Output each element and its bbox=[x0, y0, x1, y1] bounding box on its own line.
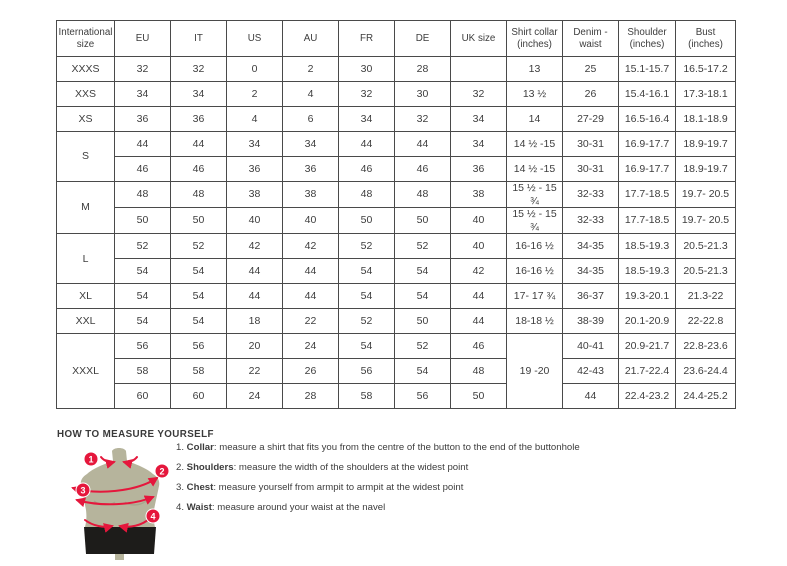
table-cell: 38-39 bbox=[563, 309, 619, 334]
table-cell: 30 bbox=[339, 57, 395, 82]
table-row bbox=[57, 334, 736, 359]
collar-arrow bbox=[101, 457, 114, 462]
table-cell: 34-35 bbox=[563, 234, 619, 259]
table-cell: 36 bbox=[115, 107, 171, 132]
mannequin-shorts bbox=[84, 527, 156, 554]
table-cell: 22.4-23.2 bbox=[619, 384, 676, 409]
table-cell: 50 bbox=[395, 208, 451, 234]
table-cell: 22 bbox=[283, 309, 339, 334]
table-cell: 34 bbox=[283, 132, 339, 157]
table-cell: 58 bbox=[171, 359, 227, 384]
table-cell: 6 bbox=[283, 107, 339, 132]
table-cell: 24.4-25.2 bbox=[676, 384, 736, 409]
instruction-number: 2. bbox=[176, 462, 187, 473]
mannequin-figure bbox=[56, 446, 174, 564]
table-cell: 54 bbox=[115, 284, 171, 309]
table-cell: 56 bbox=[115, 334, 171, 359]
table-cell: 17- 17 ¾ bbox=[507, 284, 563, 309]
table-cell: 36 bbox=[451, 157, 507, 182]
column-header: Shoulder (inches) bbox=[619, 21, 676, 57]
table-cell: 42 bbox=[451, 259, 507, 284]
table-cell: 34 bbox=[171, 82, 227, 107]
table-cell: 56 bbox=[395, 384, 451, 409]
table-cell: 20 bbox=[227, 334, 283, 359]
table-cell: 20.5-21.3 bbox=[676, 234, 736, 259]
table-cell: 26 bbox=[563, 82, 619, 107]
instruction-label: Waist bbox=[186, 502, 212, 513]
instruction-number: 1. bbox=[176, 442, 187, 453]
table-cell: 22.8-23.6 bbox=[676, 334, 736, 359]
instruction-label: Collar bbox=[186, 442, 214, 453]
table-cell: 50 bbox=[171, 208, 227, 234]
table-cell: 24 bbox=[283, 334, 339, 359]
instruction-item bbox=[176, 482, 756, 494]
instruction-label: Chest bbox=[186, 482, 214, 493]
table-cell: 60 bbox=[171, 384, 227, 409]
measure-marker-3-number: 3 bbox=[80, 485, 86, 496]
table-cell: 54 bbox=[171, 259, 227, 284]
table-cell: 22 bbox=[227, 359, 283, 384]
table-cell: 42 bbox=[227, 234, 283, 259]
column-header: IT bbox=[171, 21, 227, 57]
table-cell: 27-29 bbox=[563, 107, 619, 132]
table-cell: 44 bbox=[227, 259, 283, 284]
instruction-label: Shoulders bbox=[186, 462, 234, 473]
table-row bbox=[57, 157, 736, 182]
table-cell: XXXL bbox=[57, 334, 115, 409]
table-cell: 40 bbox=[227, 208, 283, 234]
table-cell: 13 ½ bbox=[507, 82, 563, 107]
table-cell: 14 ½ -15 bbox=[507, 157, 563, 182]
column-header: Bust (inches) bbox=[676, 21, 736, 57]
table-cell: 0 bbox=[227, 57, 283, 82]
table-cell: L bbox=[57, 234, 115, 284]
table-cell: 18.5-19.3 bbox=[619, 234, 676, 259]
table-cell: 32 bbox=[395, 107, 451, 132]
table-cell: 20.1-20.9 bbox=[619, 309, 676, 334]
table-header-row bbox=[57, 21, 736, 57]
column-header: FR bbox=[339, 21, 395, 57]
table-cell: 18-18 ½ bbox=[507, 309, 563, 334]
table-cell: 30-31 bbox=[563, 157, 619, 182]
table-cell: 54 bbox=[339, 334, 395, 359]
table-cell: 18.9-19.7 bbox=[676, 157, 736, 182]
table-cell: 52 bbox=[115, 234, 171, 259]
table-cell: 56 bbox=[339, 359, 395, 384]
table-cell: 26 bbox=[283, 359, 339, 384]
table-cell: 18.1-18.9 bbox=[676, 107, 736, 132]
table-cell: 50 bbox=[339, 208, 395, 234]
table-cell: 36-37 bbox=[563, 284, 619, 309]
table-cell: 18 bbox=[227, 309, 283, 334]
table-cell: 36 bbox=[283, 157, 339, 182]
table-cell: 38 bbox=[283, 182, 339, 208]
table-cell: 42-43 bbox=[563, 359, 619, 384]
table-cell: 34 bbox=[115, 82, 171, 107]
table-cell: 20.5-21.3 bbox=[676, 259, 736, 284]
table-cell: 44 bbox=[395, 132, 451, 157]
column-header: International size bbox=[57, 21, 115, 57]
table-cell bbox=[451, 57, 507, 82]
instruction-text: : measure the width of the shoulders at the widest point bbox=[233, 462, 469, 473]
table-cell: 48 bbox=[115, 182, 171, 208]
table-cell: 52 bbox=[339, 309, 395, 334]
instruction-text: : measure a shirt that fits you from the centre of the button to the end of the buttonhole bbox=[213, 442, 580, 453]
table-cell: 54 bbox=[115, 259, 171, 284]
table-cell: 34 bbox=[339, 107, 395, 132]
column-header: US bbox=[227, 21, 283, 57]
table-cell: 19 -20 bbox=[507, 334, 563, 409]
table-cell: 34 bbox=[451, 132, 507, 157]
table-cell: 48 bbox=[451, 359, 507, 384]
table-cell: 16.5-16.4 bbox=[619, 107, 676, 132]
table-cell: 2 bbox=[283, 57, 339, 82]
table-cell: 17.7-18.5 bbox=[619, 208, 676, 234]
table-cell: M bbox=[57, 182, 115, 234]
table-cell: 54 bbox=[395, 359, 451, 384]
table-cell: 46 bbox=[451, 334, 507, 359]
table-cell: 25 bbox=[563, 57, 619, 82]
table-cell: 38 bbox=[227, 182, 283, 208]
table-cell: 54 bbox=[339, 284, 395, 309]
table-cell: 22-22.8 bbox=[676, 309, 736, 334]
table-cell: 58 bbox=[339, 384, 395, 409]
table-cell: 50 bbox=[395, 309, 451, 334]
table-row bbox=[57, 359, 736, 384]
column-header: AU bbox=[283, 21, 339, 57]
table-cell: 54 bbox=[395, 259, 451, 284]
measure-marker-1-number: 1 bbox=[88, 454, 94, 465]
instruction-item bbox=[176, 462, 756, 474]
table-row bbox=[57, 309, 736, 334]
table-cell: 40 bbox=[451, 234, 507, 259]
instruction-text: : measure around your waist at the navel bbox=[211, 502, 386, 513]
table-cell: 40 bbox=[451, 208, 507, 234]
instruction-item bbox=[176, 502, 756, 514]
table-cell: 4 bbox=[283, 82, 339, 107]
table-cell: 52 bbox=[339, 234, 395, 259]
table-cell: 44 bbox=[171, 132, 227, 157]
column-header: Denim - waist bbox=[563, 21, 619, 57]
column-header: DE bbox=[395, 21, 451, 57]
measure-instructions bbox=[176, 442, 756, 522]
table-cell: 18.5-19.3 bbox=[619, 259, 676, 284]
table-cell: 44 bbox=[451, 309, 507, 334]
instruction-text: : measure yourself from armpit to armpit at the widest point bbox=[213, 482, 464, 493]
measure-marker-4-number: 4 bbox=[150, 511, 156, 522]
table-cell: 54 bbox=[339, 259, 395, 284]
table-row bbox=[57, 259, 736, 284]
table-cell: 32 bbox=[171, 57, 227, 82]
table-row bbox=[57, 107, 736, 132]
table-cell: 16.9-17.7 bbox=[619, 132, 676, 157]
table-cell: 28 bbox=[283, 384, 339, 409]
table-cell: 30-31 bbox=[563, 132, 619, 157]
table-cell: 46 bbox=[171, 157, 227, 182]
table-cell: 21.7-22.4 bbox=[619, 359, 676, 384]
table-cell: XL bbox=[57, 284, 115, 309]
table-cell: 46 bbox=[339, 157, 395, 182]
table-body bbox=[57, 57, 736, 409]
table-cell: XS bbox=[57, 107, 115, 132]
table-cell: 15 ½ - 15 ¾ bbox=[507, 208, 563, 234]
table-cell: 36 bbox=[227, 157, 283, 182]
column-header: Shirt collar (inches) bbox=[507, 21, 563, 57]
table-cell: 50 bbox=[451, 384, 507, 409]
table-cell: 52 bbox=[395, 234, 451, 259]
size-table bbox=[56, 20, 736, 409]
table-cell: 15.4-16.1 bbox=[619, 82, 676, 107]
table-cell: 48 bbox=[395, 182, 451, 208]
table-cell: 16-16 ½ bbox=[507, 234, 563, 259]
table-cell: 54 bbox=[395, 284, 451, 309]
table-cell: 40 bbox=[283, 208, 339, 234]
table-cell: 48 bbox=[339, 182, 395, 208]
table-row bbox=[57, 182, 736, 208]
table-cell: 44 bbox=[451, 284, 507, 309]
table-cell: 40-41 bbox=[563, 334, 619, 359]
table-row bbox=[57, 384, 736, 409]
table-row bbox=[57, 208, 736, 234]
table-cell: XXS bbox=[57, 82, 115, 107]
measure-marker-2-number: 2 bbox=[159, 466, 165, 477]
table-row bbox=[57, 284, 736, 309]
table-cell: 46 bbox=[395, 157, 451, 182]
table-cell: 42 bbox=[283, 234, 339, 259]
table-cell: 34-35 bbox=[563, 259, 619, 284]
table-cell: 28 bbox=[395, 57, 451, 82]
measure-section-title: HOW TO MEASURE YOURSELF bbox=[57, 429, 214, 440]
table-cell: 32 bbox=[339, 82, 395, 107]
table-cell: 24 bbox=[227, 384, 283, 409]
table-cell: 15.1-15.7 bbox=[619, 57, 676, 82]
table-cell: 32 bbox=[451, 82, 507, 107]
table-cell: 44 bbox=[227, 284, 283, 309]
table-cell: 44 bbox=[339, 132, 395, 157]
table-cell: 16.9-17.7 bbox=[619, 157, 676, 182]
table-cell: 58 bbox=[115, 359, 171, 384]
table-cell: 48 bbox=[171, 182, 227, 208]
mannequin-stand bbox=[115, 554, 124, 560]
table-cell: S bbox=[57, 132, 115, 182]
column-header: UK size bbox=[451, 21, 507, 57]
table-cell: 19.3-20.1 bbox=[619, 284, 676, 309]
table-cell: 50 bbox=[115, 208, 171, 234]
table-cell: 16.5-17.2 bbox=[676, 57, 736, 82]
table-cell: 19.7- 20.5 bbox=[676, 208, 736, 234]
table-row bbox=[57, 132, 736, 157]
table-cell: 17.3-18.1 bbox=[676, 82, 736, 107]
table-cell: 4 bbox=[227, 107, 283, 132]
instruction-number: 4. bbox=[176, 502, 187, 513]
table-cell: 54 bbox=[171, 284, 227, 309]
table-cell: 52 bbox=[171, 234, 227, 259]
table-cell: 44 bbox=[563, 384, 619, 409]
table-row bbox=[57, 82, 736, 107]
table-cell: 46 bbox=[115, 157, 171, 182]
table-cell: XXL bbox=[57, 309, 115, 334]
table-cell: 20.9-21.7 bbox=[619, 334, 676, 359]
table-cell: 23.6-24.4 bbox=[676, 359, 736, 384]
table-cell: 32-33 bbox=[563, 182, 619, 208]
column-header: EU bbox=[115, 21, 171, 57]
table-cell: 60 bbox=[115, 384, 171, 409]
table-cell: 34 bbox=[227, 132, 283, 157]
table-cell: 14 bbox=[507, 107, 563, 132]
table-cell: 16-16 ½ bbox=[507, 259, 563, 284]
table-cell: 38 bbox=[451, 182, 507, 208]
table-cell: 15 ½ - 15 ¾ bbox=[507, 182, 563, 208]
table-cell: 21.3-22 bbox=[676, 284, 736, 309]
table-cell: 32 bbox=[115, 57, 171, 82]
table-cell: 2 bbox=[227, 82, 283, 107]
table-cell: 13 bbox=[507, 57, 563, 82]
table-cell: 54 bbox=[115, 309, 171, 334]
table-cell: 19.7- 20.5 bbox=[676, 182, 736, 208]
instruction-item bbox=[176, 442, 756, 454]
table-cell: 52 bbox=[395, 334, 451, 359]
table-cell: 17.7-18.5 bbox=[619, 182, 676, 208]
table-cell: XXXS bbox=[57, 57, 115, 82]
table-cell: 34 bbox=[451, 107, 507, 132]
table-cell: 44 bbox=[115, 132, 171, 157]
table-cell: 36 bbox=[171, 107, 227, 132]
table-cell: 56 bbox=[171, 334, 227, 359]
table-row bbox=[57, 234, 736, 259]
table-row bbox=[57, 57, 736, 82]
table-cell: 44 bbox=[283, 259, 339, 284]
table-cell: 30 bbox=[395, 82, 451, 107]
table-cell: 44 bbox=[283, 284, 339, 309]
instruction-number: 3. bbox=[176, 482, 187, 493]
table-cell: 32-33 bbox=[563, 208, 619, 234]
table-cell: 14 ½ -15 bbox=[507, 132, 563, 157]
table-cell: 18.9-19.7 bbox=[676, 132, 736, 157]
table-cell: 54 bbox=[171, 309, 227, 334]
